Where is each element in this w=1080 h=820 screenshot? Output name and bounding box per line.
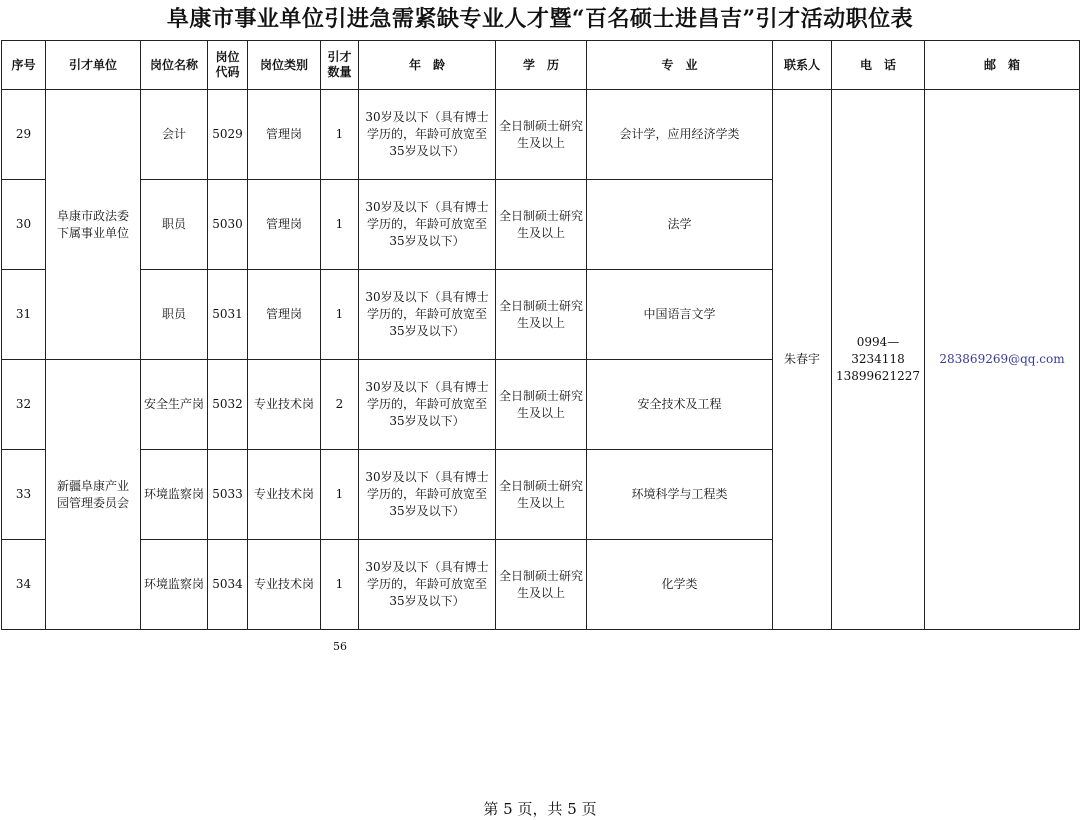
cell-code: 5034: [208, 540, 248, 630]
cell-code: 5030: [208, 180, 248, 270]
cell-count: 2: [321, 360, 359, 450]
cell-edu: 全日制硕士研究生及以上: [496, 540, 587, 630]
cell-major: 中国语言文学: [587, 270, 773, 360]
cell-edu: 全日制硕士研究生及以上: [496, 180, 587, 270]
cell-unit: 新疆阜康产业 园管理委员会: [46, 360, 141, 630]
cell-unit: 阜康市政法委 下属事业单位: [46, 90, 141, 360]
header-age: 年 龄: [359, 41, 496, 90]
header-category: 岗位类别: [248, 41, 321, 90]
cell-category: 管理岗: [248, 180, 321, 270]
cell-contact-name: 朱春宇: [773, 90, 832, 630]
cell-age: 30岁及以下（具有博士学历的，年龄可放宽至35岁及以下）: [359, 180, 496, 270]
cell-count: 1: [321, 540, 359, 630]
cell-seq: 33: [2, 450, 46, 540]
cell-post: 安全生产岗: [141, 360, 208, 450]
header-unit: 引才单位: [46, 41, 141, 90]
header-email: 邮 箱: [925, 41, 1080, 90]
cell-age: 30岁及以下（具有博士学历的，年龄可放宽至35岁及以下）: [359, 360, 496, 450]
header-count: 引才 数量: [321, 41, 359, 90]
cell-code: 5029: [208, 90, 248, 180]
table-row: [2, 90, 1080, 180]
cell-category: 管理岗: [248, 90, 321, 180]
cell-major: 化学类: [587, 540, 773, 630]
cell-count: 1: [321, 450, 359, 540]
cell-age: 30岁及以下（具有博士学历的，年龄可放宽至35岁及以下）: [359, 450, 496, 540]
cell-major: 安全技术及工程: [587, 360, 773, 450]
cell-post: 环境监察岗: [141, 540, 208, 630]
cell-contact-email: 283869269@qq.com: [925, 90, 1080, 630]
cell-category: 管理岗: [248, 270, 321, 360]
cell-seq: 34: [2, 540, 46, 630]
cell-edu: 全日制硕士研究生及以上: [496, 360, 587, 450]
cell-major: 法学: [587, 180, 773, 270]
cell-post: 职员: [141, 180, 208, 270]
header-edu: 学 历: [496, 41, 587, 90]
cell-seq: 29: [2, 90, 46, 180]
cell-category: 专业技术岗: [248, 360, 321, 450]
cell-count: 1: [321, 180, 359, 270]
header-seq: 序号: [2, 41, 46, 90]
cell-edu: 全日制硕士研究生及以上: [496, 450, 587, 540]
page-footer: 第 5 页，共 5 页: [483, 800, 597, 818]
header-row: [2, 41, 1080, 90]
cell-code: 5033: [208, 450, 248, 540]
page-title: 阜康市事业单位引进急需紧缺专业人才暨“百名硕士进昌吉”引才活动职位表: [166, 6, 914, 32]
cell-edu: 全日制硕士研究生及以上: [496, 270, 587, 360]
cell-contact-phone: 0994—3234118 13899621227: [832, 90, 925, 630]
header-major: 专 业: [587, 41, 773, 90]
cell-count: 1: [321, 90, 359, 180]
page-number: 56: [333, 640, 347, 653]
cell-age: 30岁及以下（具有博士学历的，年龄可放宽至35岁及以下）: [359, 270, 496, 360]
cell-seq: 30: [2, 180, 46, 270]
header-code: 岗位 代码: [208, 41, 248, 90]
positions-table: [1, 40, 1080, 630]
cell-major: 环境科学与工程类: [587, 450, 773, 540]
cell-category: 专业技术岗: [248, 450, 321, 540]
header-post: 岗位名称: [141, 41, 208, 90]
header-contact: 联系人: [773, 41, 832, 90]
cell-major: 会计学，应用经济学类: [587, 90, 773, 180]
cell-age: 30岁及以下（具有博士学历的，年龄可放宽至35岁及以下）: [359, 90, 496, 180]
cell-seq: 31: [2, 270, 46, 360]
cell-seq: 32: [2, 360, 46, 450]
header-phone: 电 话: [832, 41, 925, 90]
cell-count: 1: [321, 270, 359, 360]
cell-code: 5031: [208, 270, 248, 360]
cell-post: 职员: [141, 270, 208, 360]
cell-code: 5032: [208, 360, 248, 450]
cell-post: 环境监察岗: [141, 450, 208, 540]
cell-post: 会计: [141, 90, 208, 180]
cell-category: 专业技术岗: [248, 540, 321, 630]
cell-edu: 全日制硕士研究生及以上: [496, 90, 587, 180]
cell-age: 30岁及以下（具有博士学历的，年龄可放宽至35岁及以下）: [359, 540, 496, 630]
